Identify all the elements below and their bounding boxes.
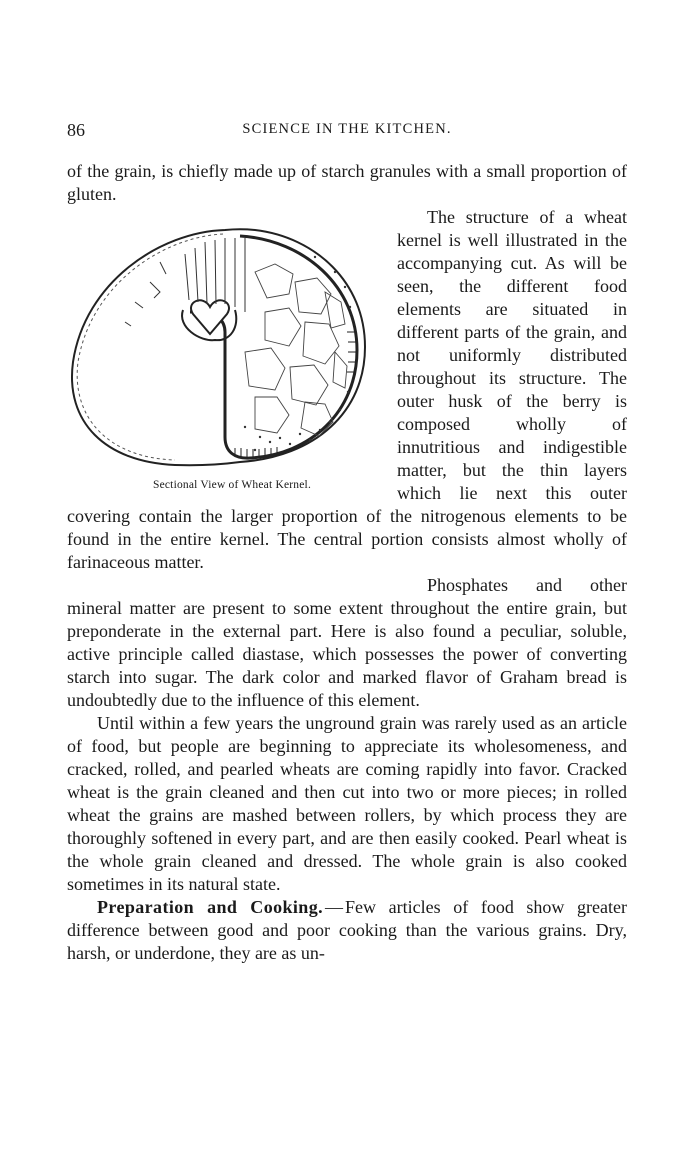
paragraph-wheat-structure-text: The structure of a wheat kernel is well illustrated in the accompanying cut. As will be seen, the different food elements are situated in different parts of the grain, and not uniformly distributed throughout its structure. The outer husk of the berry is composed wholly of innutritious and indigestible matter, but the thin layers which lie next this outer covering contain the larger proportion of the nitrogenous elements to be found in the entire kernel. The central portion consists almost wholly of farinaceous matter. — [67, 207, 627, 572]
page-number: 86 — [67, 120, 85, 140]
paragraph-phosphates: Phosphates and other mineral matter are present to some extent throughout the entire grain, but preponderate in the external part. Here is also found a peculiar, soluble, active principle called diastase, which possesses the power of converting starch into sugar. The dark color and marked flavor of Graham bread is undoubtedly due to the influence of this element. — [67, 575, 627, 710]
section-heading-preparation: Preparation and Cooking. — [97, 897, 324, 917]
paragraph-continuation: of the grain, is chiefly made up of starch granules with a small proportion of gluten. — [67, 161, 627, 204]
running-title: SCIENCE IN THE KITCHEN. — [242, 121, 452, 137]
paragraph-preparation-text: Few articles of food show greater difference between good and poor cooking than the various grains. Dry, harsh, or underdone, they are as un- — [67, 897, 627, 963]
figure-caption: Sectional View of Wheat Kernel. — [152, 479, 312, 491]
running-head — [67, 120, 627, 142]
paragraph-preparation — [67, 896, 627, 965]
paragraph-unground-grain: Until within a few years the unground grain was rarely used as an article of food, but people are beginning to appreciate its wholesomeness, and cracked, rolled, and pearled wheats are coming rapidly into favor. Cracked wheat is the grain cleaned and then cut into two or more pieces; in rolled wheat the grains are mashed between rollers, by which process they are thoroughly softened in every part, and are then easily cooked. Pearl wheat is the whole grain cleaned and dressed. The whole grain is also cooked sometimes in its natural state. — [67, 713, 627, 894]
wheat-kernel-illustration — [65, 212, 381, 474]
wheat-kernel-figure — [67, 206, 387, 494]
body-text — [67, 160, 627, 965]
paragraph-wheat-structure — [67, 206, 627, 574]
heading-dash: — — [325, 897, 344, 917]
